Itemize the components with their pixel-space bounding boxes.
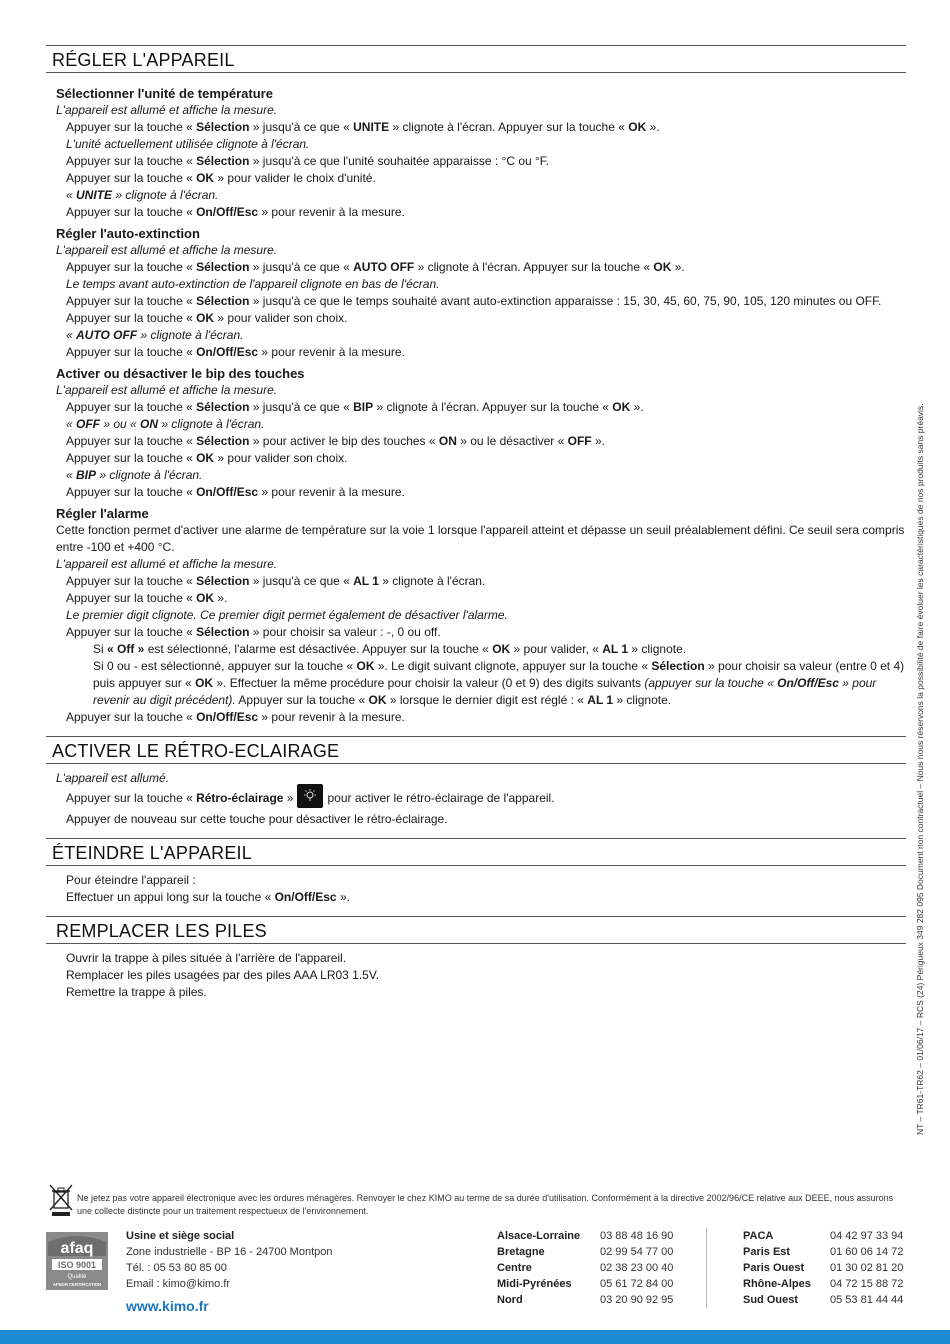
- afaq-iso-text: ISO 9001: [57, 1260, 97, 1270]
- piles-line-2: Remplacer les piles usagées par des piles AAA LR03 1.5V.: [66, 968, 380, 982]
- company-address: [126, 1228, 332, 1292]
- contact-row: Bretagne 02 99 54 77 00: [497, 1246, 674, 1258]
- contact-row: Nord 03 20 90 92 95: [497, 1294, 674, 1306]
- backlight-bulb-icon: [297, 784, 323, 808]
- alarme-line-3: Appuyer sur la touche « OK ».: [66, 591, 228, 605]
- bip-line-6: « BIP » clignote à l'écran.: [66, 468, 203, 482]
- side-legal-text: NT – TR61-TR62 – 01/06/17 – RCS (24) Périgueux 349 282 095 Document non contractuel – Nous nous réservons la possibilité de faire évoluer les caractéristiques de nos produits sans préavis.: [915, 403, 925, 1135]
- section-body-piles: [46, 944, 906, 1011]
- piles-line-3: Remettre la trappe à piles.: [66, 985, 207, 999]
- alarme-line-1: L'appareil est allumé et affiche la mesure.: [56, 557, 278, 571]
- auto-line-5: Appuyer sur la touche « OK » pour valider son choix.: [66, 311, 348, 325]
- subheading-auto: Régler l'auto-extinction: [56, 226, 200, 241]
- address-line-3: Email : kimo@kimo.fr: [126, 1278, 231, 1290]
- auto-line-3: Le temps avant auto-extinction de l'appareil clignote en bas de l'écran.: [66, 277, 440, 291]
- unit-line-1: L'appareil est allumé et affiche la mesure.: [56, 103, 278, 117]
- eteindre-line-2: Effectuer un appui long sur la touche « On/Off/Esc ».: [66, 890, 350, 904]
- auto-line-6: « AUTO OFF » clignote à l'écran.: [66, 328, 244, 342]
- alarme-line-6: Si « Off » est sélectionné, l'alarme est désactivée. Appuyer sur la touche « OK » pour valider, « AL 1 » clignote.: [93, 642, 687, 656]
- contact-row: Paris Est 01 60 06 14 72: [743, 1246, 904, 1258]
- afaq-qual-text: Qualité: [67, 1274, 87, 1280]
- section-body-retro: [46, 764, 906, 838]
- section-body-regler: [46, 73, 906, 736]
- disposal-notice: Ne jetez pas votre appareil électronique avec les ordures ménagères. Renvoyer le chez KIMO au terme de sa durée d'utilisation. Conformément à la directive 2002/96/CE relative aux DEEE, nous assurons une collecte distincte pour un traitement respectueux de l'environnement.: [77, 1193, 894, 1216]
- auto-line-2: Appuyer sur la touche « Sélection » jusqu'à ce que « AUTO OFF » clignote à l'écran. Appuyer sur la touche « OK ».: [66, 260, 685, 274]
- subheading-bip: Activer ou désactiver le bip des touches: [56, 366, 305, 381]
- alarme-line-2: Appuyer sur la touche « Sélection » jusqu'à ce que « AL 1 » clignote à l'écran.: [66, 574, 486, 588]
- bip-line-3: « OFF » ou « ON » clignote à l'écran.: [66, 417, 265, 431]
- contacts-right: [743, 1228, 903, 1308]
- contact-row: PACA 04 42 97 33 94: [743, 1230, 904, 1242]
- main-content: [46, 45, 906, 1011]
- address-title: Usine et siège social: [126, 1230, 235, 1242]
- retro-line-3: Appuyer de nouveau sur cette touche pour désactiver le rétro-éclairage.: [66, 812, 448, 826]
- section-title-regler: RÉGLER L'APPAREIL: [46, 45, 906, 73]
- contacts-left: [497, 1228, 673, 1308]
- bip-line-5: Appuyer sur la touche « OK » pour valider son choix.: [66, 451, 348, 465]
- retro-line-1: L'appareil est allumé.: [56, 771, 170, 785]
- address-line-2: Tél. : 05 53 80 85 00: [126, 1262, 227, 1274]
- crossed-bin-icon: [49, 1183, 73, 1222]
- section-title-piles: REMPLACER LES PILES: [46, 916, 906, 944]
- bip-line-7: Appuyer sur la touche « On/Off/Esc » pour revenir à la mesure.: [66, 485, 405, 499]
- section-body-eteindre: [46, 866, 906, 916]
- afaq-brand-text: afaq: [60, 1240, 94, 1257]
- section-title-eteindre: ÉTEINDRE L'APPAREIL: [46, 838, 906, 866]
- unit-line-3: L'unité actuellement utilisée clignote à l'écran.: [66, 137, 310, 151]
- address-line-1: Zone industrielle - BP 16 - 24700 Montpon: [126, 1246, 333, 1258]
- alarme-line-7: Si 0 ou - est sélectionné, appuyer sur la touche « OK ». Le digit suivant clignote, appuyer sur la touche « Sélection » pour choisir sa valeur (entre 0 et 4) puis appuyer sur « OK ». Effectuer la même procédure pour choisir la valeur (0 et 9) des digits suivants (appuyer sur la touche « On/Off/Esc » pour revenir au digit précédent). Appuyer sur la touche « OK » lorsque le dernier digit est réglé : « AL 1 » clignote.: [93, 659, 905, 707]
- bip-line-1: L'appareil est allumé et affiche la mesure.: [56, 383, 278, 397]
- bip-line-2: Appuyer sur la touche « Sélection » jusqu'à ce que « BIP » clignote à l'écran. Appuyer sur la touche « OK ».: [66, 400, 644, 414]
- contacts-divider: [706, 1228, 707, 1308]
- subheading-unit: Sélectionner l'unité de température: [56, 86, 273, 101]
- contact-row: Midi-Pyrénées 05 61 72 84 00: [497, 1278, 674, 1290]
- unit-line-6: « UNITE » clignote à l'écran.: [66, 188, 219, 202]
- piles-line-1: Ouvrir la trappe à piles située à l'arrière de l'appareil.: [66, 951, 347, 965]
- afaq-iso-logo: [46, 1232, 108, 1290]
- section-title-retro: ACTIVER LE RÉTRO-ECLAIRAGE: [46, 736, 906, 764]
- bottom-accent-bar: [0, 1330, 950, 1344]
- unit-line-5: Appuyer sur la touche « OK » pour valider le choix d'unité.: [66, 171, 376, 185]
- bip-line-4: Appuyer sur la touche « Sélection » pour activer le bip des touches « ON » ou le désactiver « OFF ».: [66, 434, 605, 448]
- contact-row: Alsace-Lorraine 03 88 48 16 90: [497, 1230, 674, 1242]
- subheading-alarme: Régler l'alarme: [56, 506, 149, 521]
- contact-row: Paris Ouest 01 30 02 81 20: [743, 1262, 904, 1274]
- retro-line-2: Appuyer sur la touche « Rétro-éclairage » pour activer le rétro-éclairage de l'appareil.: [56, 787, 906, 811]
- contact-row: Centre 02 38 23 00 40: [497, 1262, 674, 1274]
- contact-row: Sud Ouest 05 53 81 44 44: [743, 1294, 904, 1306]
- afaq-cert-text: AFNOR CERTIFICATION: [52, 1282, 102, 1287]
- auto-line-7: Appuyer sur la touche « On/Off/Esc » pour revenir à la mesure.: [66, 345, 405, 359]
- eteindre-line-1: Pour éteindre l'appareil :: [66, 873, 196, 887]
- unit-line-4: Appuyer sur la touche « Sélection » jusqu'à ce que l'unité souhaitée apparaisse : °C ou °F.: [66, 154, 550, 168]
- alarme-line-8: Appuyer sur la touche « On/Off/Esc » pour revenir à la mesure.: [66, 710, 405, 724]
- alarme-line-5: Appuyer sur la touche « Sélection » pour choisir sa valeur : -, 0 ou off.: [66, 625, 441, 639]
- unit-line-7: Appuyer sur la touche « On/Off/Esc » pour revenir à la mesure.: [66, 205, 405, 219]
- contact-row: Rhône-Alpes 04 72 15 88 72: [743, 1278, 904, 1290]
- unit-line-2: Appuyer sur la touche « Sélection » jusqu'à ce que « UNITE » clignote à l'écran. Appuyer sur la touche « OK ».: [66, 120, 660, 134]
- website-link[interactable]: www.kimo.fr: [126, 1298, 209, 1314]
- auto-line-1: L'appareil est allumé et affiche la mesure.: [56, 243, 278, 257]
- auto-line-4: Appuyer sur la touche « Sélection » jusqu'à ce que le temps souhaité avant auto-extinction apparaisse : 15, 30, 45, 60, 75, 90, 105, 120 minutes ou OFF.: [66, 294, 882, 308]
- alarme-intro: Cette fonction permet d'activer une alarme de température sur la voie 1 lorsque l'appareil atteint et dépasse un seuil préalablement défini. Ce seuil sera compris entre -100 et +400 °C.: [56, 523, 905, 554]
- alarme-line-4: Le premier digit clignote. Ce premier digit permet également de désactiver l'alarme.: [66, 608, 508, 622]
